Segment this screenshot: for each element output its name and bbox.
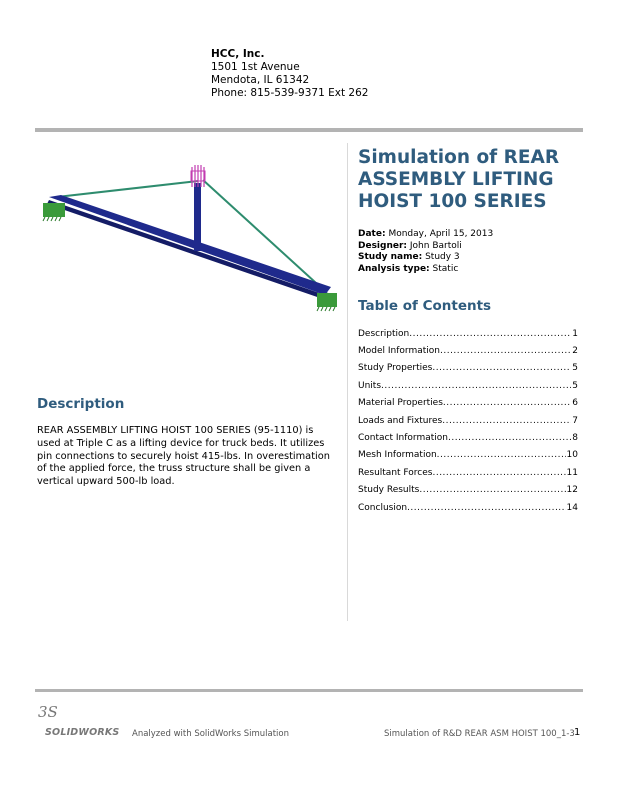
- toc-item-study-properties[interactable]: Study Properties ..... 5: [358, 360, 578, 377]
- meta-designer-value: John Bartoli: [409, 240, 462, 251]
- meta-study-value: Study 3: [425, 252, 460, 262]
- meta-study: [358, 252, 493, 264]
- toc-item-description[interactable]: Description ..... 1: [358, 325, 578, 342]
- solidworks-logo-icon: 3S: [38, 703, 58, 721]
- load-arrows-icon: [191, 165, 205, 187]
- left-fixture-icon: [43, 203, 65, 221]
- company-address-line2: Mendota, IL 61342: [211, 74, 310, 86]
- footer-analyzed-with: Analyzed with SolidWorks Simulation: [132, 729, 289, 739]
- vertical-post: [194, 183, 201, 251]
- meta-designer-label: Designer:: [358, 240, 408, 251]
- footer-document-name: Simulation of R&D REAR ASM HOIST 100_1-3: [384, 729, 575, 739]
- toc-item-material-properties[interactable]: Material Properties ..... 6: [358, 395, 578, 412]
- main-beam-shadow: [47, 200, 325, 299]
- company-address-block: [211, 48, 368, 100]
- meta-date-label: Date:: [358, 229, 386, 239]
- report-title: Simulation of REAR ASSEMBLY LIFTING HOIST 100 SERIES: [358, 147, 560, 212]
- toc-item-model-information[interactable]: Model Information ..... 2: [358, 342, 578, 359]
- toc-heading: Table of Contents: [358, 298, 492, 314]
- bottom-divider: [35, 689, 583, 692]
- toc-item-conclusion[interactable]: Conclusion ..... 14: [358, 499, 578, 516]
- model-render-image: [35, 145, 345, 323]
- report-meta: [358, 229, 493, 275]
- right-fixture-icon: [317, 293, 337, 311]
- column-divider: [347, 143, 348, 621]
- toc-item-contact-information[interactable]: Contact Information ..... 8: [358, 429, 578, 446]
- toc-item-study-results[interactable]: Study Results ..... 12: [358, 482, 578, 499]
- toc-item-units[interactable]: Units ..... 5: [358, 377, 578, 394]
- meta-designer: [358, 241, 493, 253]
- table-of-contents: [358, 325, 578, 516]
- company-address-line1: 1501 1st Avenue: [211, 61, 300, 73]
- main-beam: [49, 195, 331, 295]
- description-body: REAR ASSEMBLY LIFTING HOIST 100 SERIES (95-1110) is used at Triple C as a lifting device for truck beds. It utilizes pin connections to securely hoist 415-lbs. In overestimation of the applied force, the truss structure shall be given a vertical upward 500-lb load.: [37, 425, 330, 488]
- meta-analysis: [358, 264, 493, 276]
- toc-item-mesh-information[interactable]: Mesh Information ..... 10: [358, 447, 578, 464]
- company-name: HCC, Inc.: [211, 48, 265, 60]
- meta-date: [358, 229, 493, 241]
- company-phone: Phone: 815-539-9371 Ext 262: [211, 87, 369, 99]
- meta-date-value: Monday, April 15, 2013: [388, 229, 494, 239]
- description-heading: Description: [37, 396, 125, 412]
- toc-item-loads-and-fixtures[interactable]: Loads and Fixtures ..... 7: [358, 412, 578, 429]
- page-number: 1: [574, 727, 581, 738]
- hoist-model-illustration: [35, 145, 345, 323]
- solidworks-logo-text: SOLIDWORKS: [45, 727, 120, 738]
- meta-analysis-label: Analysis type:: [358, 263, 430, 274]
- toc-item-resultant-forces[interactable]: Resultant Forces ..... 11: [358, 464, 578, 481]
- top-divider: [35, 128, 583, 132]
- truss-member-left: [57, 181, 198, 197]
- meta-analysis-value: Static: [432, 263, 459, 274]
- meta-study-label: Study name:: [358, 252, 423, 262]
